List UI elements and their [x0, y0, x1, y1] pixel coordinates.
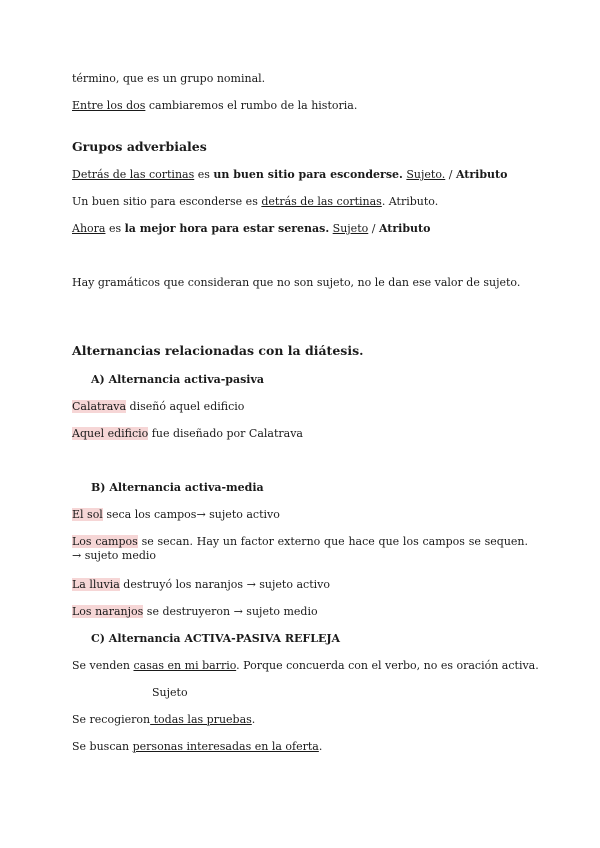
text-run: . Porque concuerda con el verbo, no es oración activa.: [236, 659, 539, 672]
example-b1: [72, 508, 280, 522]
example-c3: [72, 740, 322, 754]
underlined-label: Sujeto: [332, 222, 369, 235]
paragraph-entre-los-dos: [72, 99, 357, 113]
section-c-heading: C) Alternancia ACTIVA-PASIVA REFLEJA: [91, 632, 341, 645]
example-a2: [72, 427, 303, 441]
text-run: /: [368, 222, 379, 235]
heading-grupos-adverbiales: Grupos adverbiales: [72, 139, 207, 154]
text-run: seca los campos→ sujeto activo: [102, 508, 280, 521]
example-b3: [72, 578, 330, 592]
highlighted-subject: Aquel edificio: [72, 427, 149, 440]
underlined-phrase: casas en mi barrio: [133, 659, 237, 672]
bold-phrase: un buen sitio para esconderse.: [213, 168, 403, 181]
paragraph-termino: término, que es un grupo nominal.: [72, 72, 266, 85]
underlined-phrase: Entre los dos: [72, 99, 146, 112]
text-run: destruyó los naranjos → sujeto activo: [119, 578, 330, 591]
highlighted-subject: Los campos: [72, 535, 138, 548]
text-run: se secan. Hay un factor externo que hace que los campos se sequen. → sujeto medio: [72, 535, 529, 562]
bold-phrase: la mejor hora para estar serenas.: [124, 222, 330, 235]
example-c1: [72, 659, 539, 673]
text-run: Se venden: [72, 659, 134, 672]
example-b2: [72, 535, 528, 563]
example-a1: [72, 400, 244, 414]
text-run: es: [194, 168, 214, 181]
underlined-phrase: detrás de las cortinas: [261, 195, 382, 208]
text-run: .: [251, 713, 256, 726]
text-run: fue diseñado por Calatrava: [148, 427, 303, 440]
underlined-phrase: todas las pruebas: [150, 713, 252, 726]
text-run: se destruyeron → sujeto medio: [143, 605, 318, 618]
example-c2: [72, 713, 255, 727]
highlighted-subject: Calatrava: [72, 400, 127, 413]
paragraph-ahora: [72, 222, 430, 236]
section-b-heading: B) Alternancia activa-media: [91, 481, 264, 494]
example-b4: [72, 605, 318, 619]
highlighted-subject: Los naranjos: [72, 605, 144, 618]
bold-label: Atributo: [455, 168, 508, 181]
highlighted-subject: El sol: [72, 508, 103, 521]
text-run: diseñó aquel edificio: [126, 400, 245, 413]
section-a-heading: A) Alternancia activa-pasiva: [91, 373, 264, 386]
text-run: Se recogieron: [72, 713, 151, 726]
underlined-phrase: Ahora: [72, 222, 106, 235]
text-run: . Atributo.: [381, 195, 439, 208]
highlighted-subject: La lluvia: [72, 578, 120, 591]
bold-label: Atributo: [378, 222, 431, 235]
underlined-label: Sujeto.: [406, 168, 446, 181]
text-run: es: [105, 222, 125, 235]
text-run: Un buen sitio para esconderse es: [72, 195, 262, 208]
text-run: /: [445, 168, 456, 181]
paragraph-detras-cortinas: [72, 168, 507, 182]
paragraph-buen-sitio: [72, 195, 438, 209]
text-run: .: [318, 740, 323, 753]
underlined-phrase: personas interesadas en la oferta: [132, 740, 319, 753]
underlined-phrase: Detrás de las cortinas: [72, 168, 195, 181]
heading-alternancias: Alternancias relacionadas con la diátesis.: [72, 343, 364, 358]
sujeto-label: Sujeto: [152, 686, 188, 699]
text-run: Se buscan: [72, 740, 133, 753]
text-run: cambiaremos el rumbo de la historia.: [145, 99, 358, 112]
paragraph-gramaticos: Hay gramáticos que consideran que no son sujeto, no le dan ese valor de sujeto.: [72, 276, 521, 289]
